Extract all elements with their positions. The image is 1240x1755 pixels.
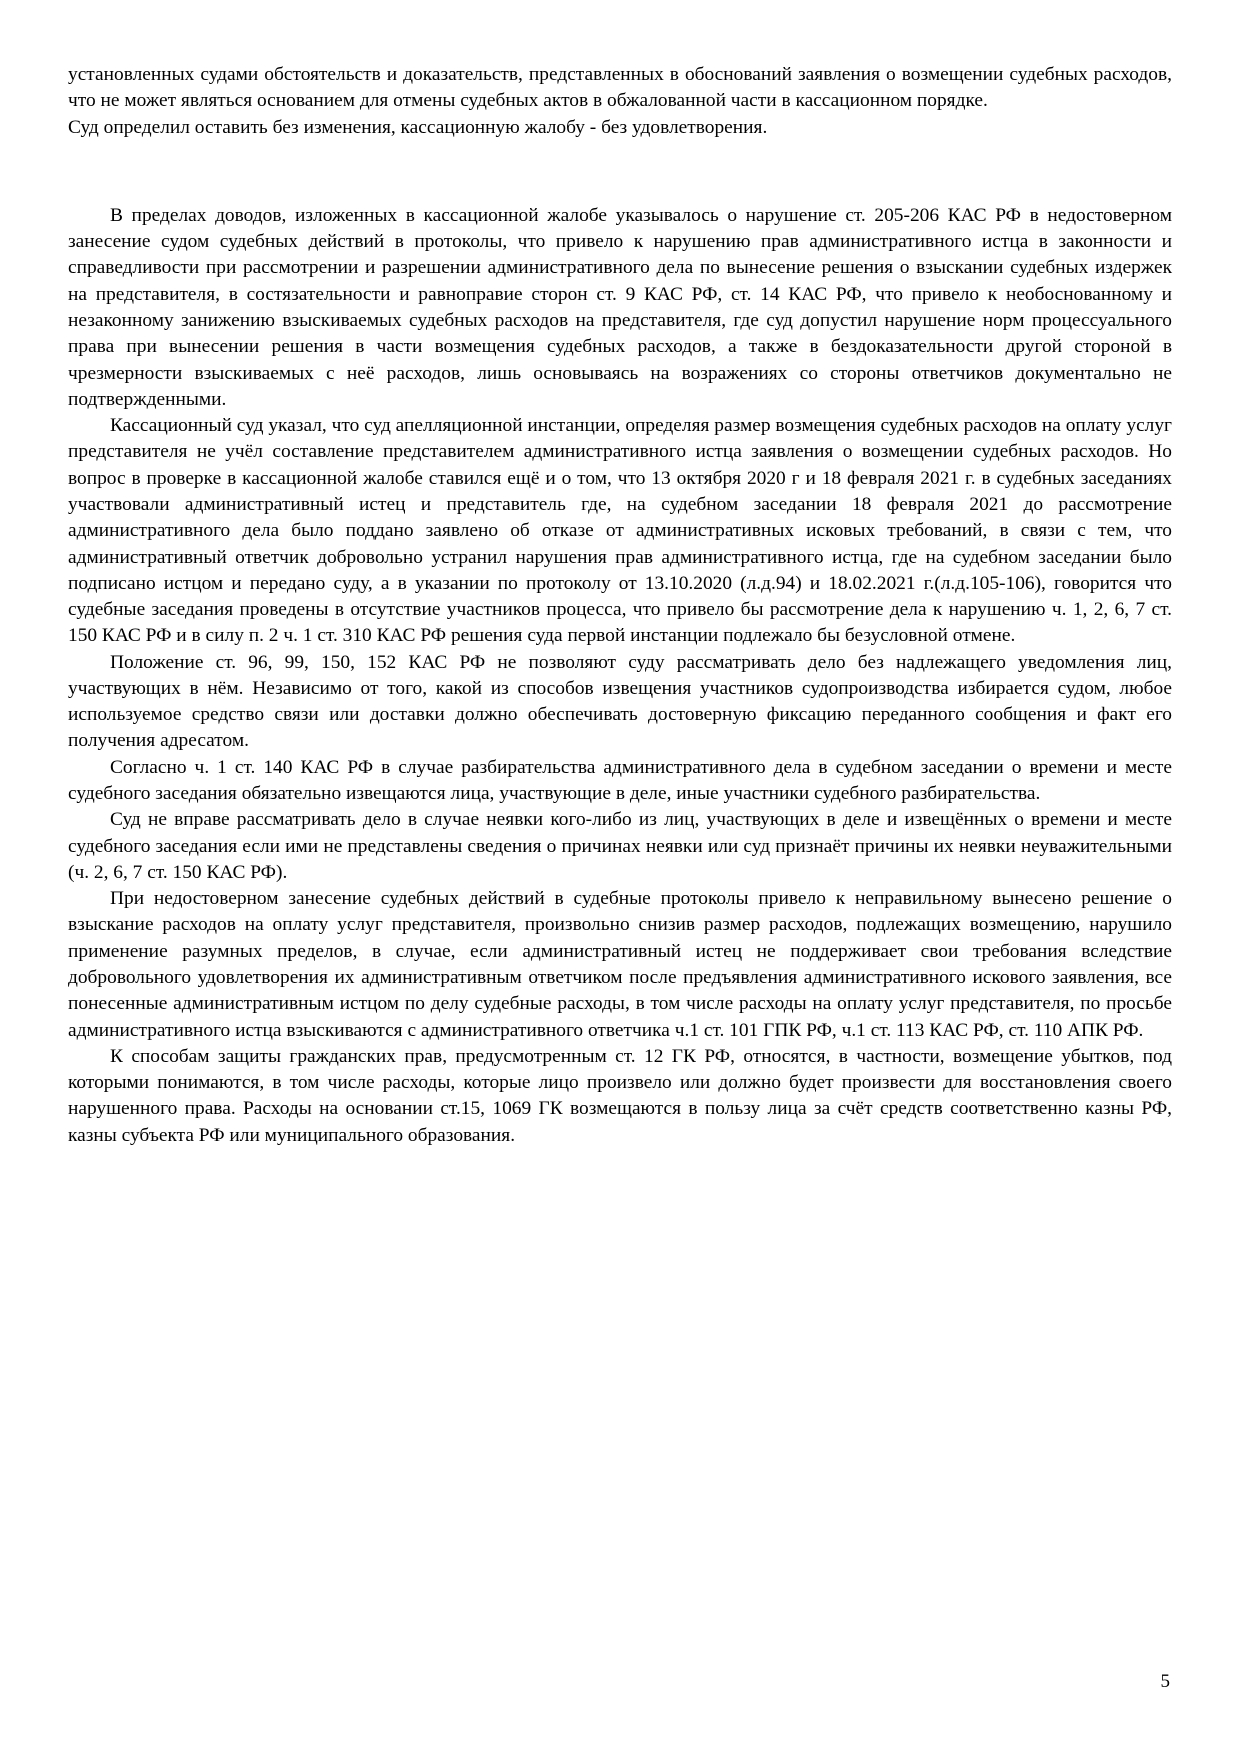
document-body [68, 62, 1172, 1149]
paragraph-court-ruling: Суд определил оставить без изменения, кассационную жалобу - без удовлетворения. [68, 116, 768, 138]
paragraph-unreliable-entry: При недостоверном занесение судебных действий в судебные протоколы привело к неправильному вынесено решение о взыскание расходов на оплату услуг представителя, произвольно снизив размер расходов, подлежащих возмещению, нарушило применение разумных пределов, в случае, если административный истец не поддерживает свои требования вследствие добровольного удовлетворения их административным ответчиком после предъявления административного искового заявления, все понесенные административным истцом по делу судебные расходы, в том числе расходы на оплату услуг представителя, по просьбе административного истца взыскиваются с административного ответчика ч.1 ст. 101 ГПК РФ, ч.1 ст. 113 КАС РФ, ст. 110 АПК РФ. [68, 888, 1172, 1041]
paragraph-spacer [68, 141, 1172, 203]
paragraph-cassation-arguments: В пределах доводов, изложенных в кассационной жалобе указывалось о нарушение ст. 205-206 КАС РФ в недостоверном занесение судом судебных действий в протоколы, что привело к нарушению прав административного истца в законности и справедливости при рассмотрении и разрешении административного дела по вынесение решения о взыскании судебных издержек на представителя, в состязательности и равноправие сторон ст. 9 КАС РФ, ст. 14 КАС РФ, что привело к необоснованному и незаконному занижению взыскиваемых судебных расходов на представителя, где суд допустил нарушение норм процессуального права при вынесении решения в части возмещения судебных расходов, а также в бездоказательности другой стороной в чрезмерности взыскиваемых с неё расходов, лишь основываясь на возражениях со стороны ответчиков документально не подтвержденными. [68, 204, 1172, 410]
paragraph-protection-methods: К способам защиты гражданских прав, предусмотренным ст. 12 ГК РФ, относятся, в частности, возмещение убытков, под которыми понимаются, в том числе расходы, которые лицо произвело или должно будет произвести для восстановления своего нарушенного права. Расходы на основании ст.15, 1069 ГК возмещаются в пользу лица за счёт средств соответственно казны РФ, казны субъекта РФ или муниципального образования. [68, 1045, 1172, 1146]
paragraph-continuation: установленных судами обстоятельств и доказательств, представленных в обоснований заявления о возмещении судебных расходов, что не может являться основанием для отмены судебных актов в обжалованной части в кассационном порядке. [68, 64, 1172, 112]
paragraph-provisions-96-99: Положение ст. 96, 99, 150, 152 КАС РФ не позволяют суду рассматривать дело без надлежащего уведомления лиц, участвующих в нём. Независимо от того, какой из способов извещения участников судопроизводства избирается судом, любое используемое средство связи или доставки должно обеспечивать достоверную фиксацию переданного сообщения и факт его получения адресатом. [68, 651, 1172, 752]
page-number: 5 [1160, 1671, 1170, 1692]
paragraph-court-not-entitled: Суд не вправе рассматривать дело в случае неявки кого-либо из лиц, участвующих в деле и извещённых о времени и месте судебного заседания если ими не представлены сведения о причинах неявки или суд признаёт причины их неявки неуважительными (ч. 2, 6, 7 ст. 150 КАС РФ). [68, 809, 1172, 883]
paragraph-article-140: Согласно ч. 1 ст. 140 КАС РФ в случае разбирательства административного дела в судебном заседании о времени и месте судебного заседания обязательно извещаются лица, участвующие в деле, иные участники судебного разбирательства. [68, 756, 1172, 805]
paragraph-cassation-court-indicated: Кассационный суд указал, что суд апелляционной инстанции, определяя размер возмещения судебных расходов на оплату услуг представителя не учёл составление представителем административного истца заявления о возмещении судебных расходов. Но вопрос в проверке в кассационной жалобе ставился ещё и о том, что 13 октября 2020 г и 18 февраля 2021 г. в судебных заседаниях участвовали административный истец и представитель где, на судебном заседании 18 февраля 2021 до рассмотрение административного дела было поддано заявлено об отказе от административных исковых требований, в связи с тем, что административный ответчик добровольно устранил нарушения прав административного истца, где на судебном заседании было подписано истцом и передано суду, а в указании по протоколу от 13.10.2020 (л.д.94) и 18.02.2021 г.(л.д.105-106), говорится что судебные заседания проведены в отсутствие участников процесса, что привело бы рассмотрение дела к нарушению ч. 1, 2, 6, 7 ст. 150 КАС РФ и в силу п. 2 ч. 1 ст. 310 КАС РФ решения суда первой инстанции подлежало бы безусловной отмене. [68, 415, 1172, 647]
